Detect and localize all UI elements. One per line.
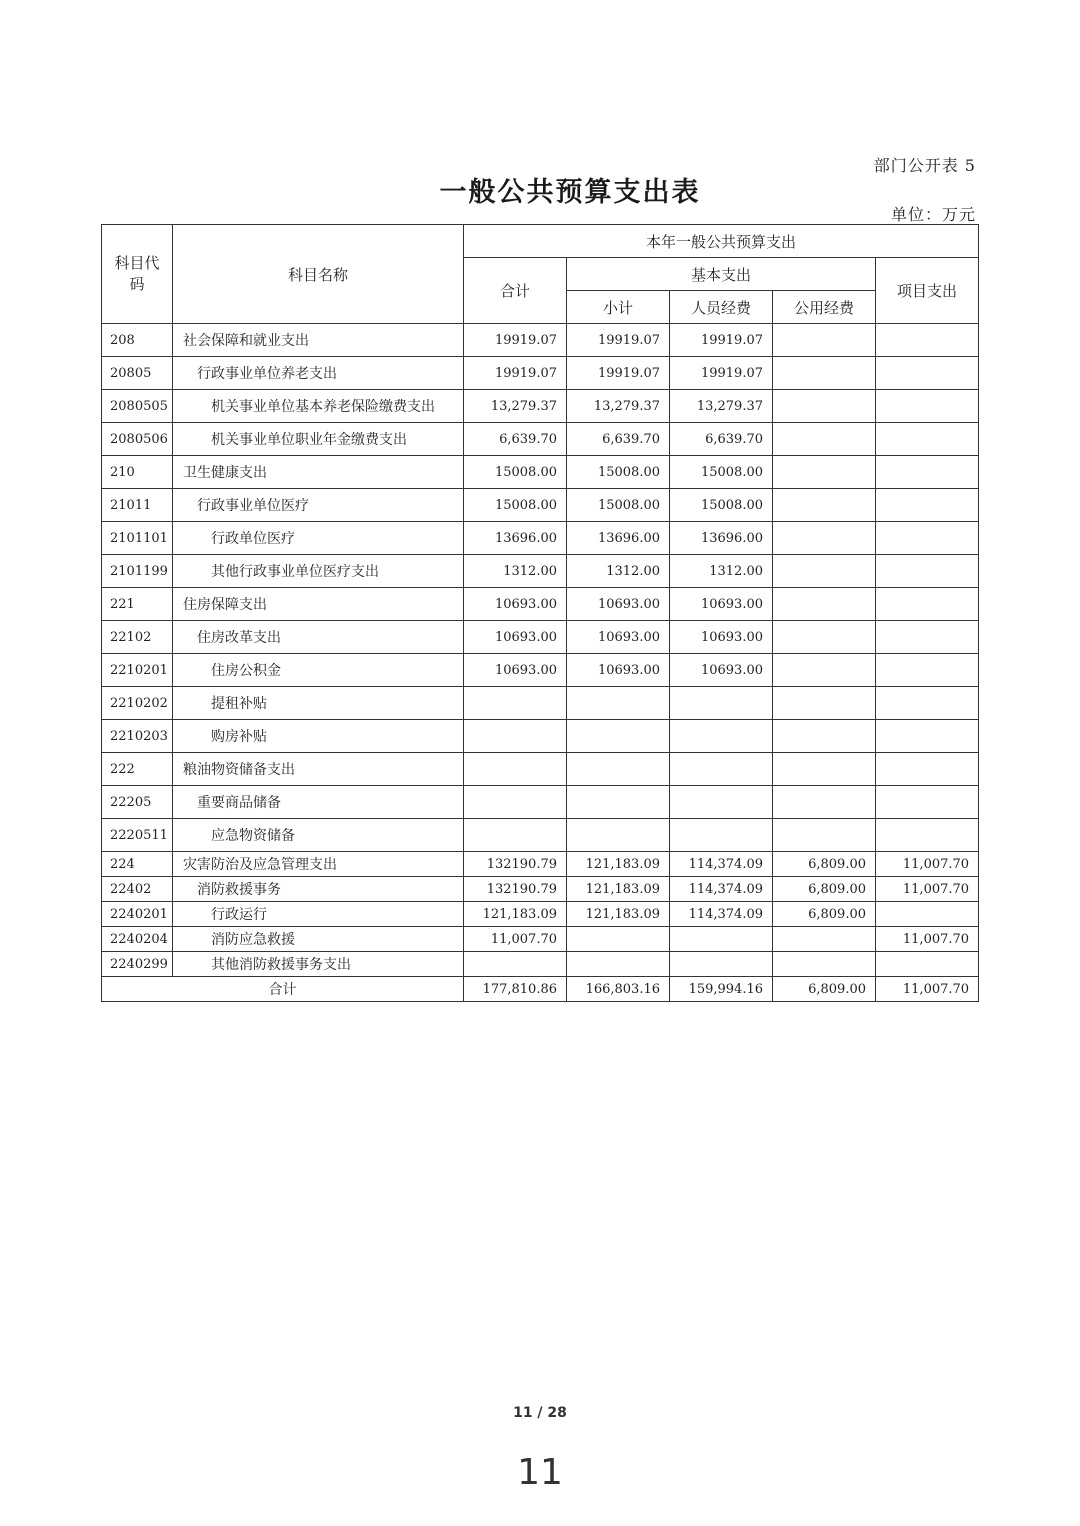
row-total: 1312.00 (464, 555, 567, 588)
row-total: 11,007.70 (464, 927, 567, 952)
row-code: 2101101 (102, 522, 173, 555)
row-project (876, 654, 979, 687)
row-total: 15008.00 (464, 456, 567, 489)
row-subtotal: 10693.00 (567, 621, 670, 654)
row-subtotal (567, 687, 670, 720)
row-project (876, 588, 979, 621)
row-public (773, 456, 876, 489)
table-row (102, 324, 979, 357)
row-public (773, 390, 876, 423)
row-name: 行政运行 (173, 902, 464, 927)
row-name: 消防应急救援 (173, 927, 464, 952)
header-current-year: 本年一般公共预算支出 (464, 225, 979, 258)
row-personnel: 114,374.09 (670, 852, 773, 877)
table-row (102, 621, 979, 654)
table-body (102, 324, 979, 977)
row-project (876, 390, 979, 423)
row-code: 2210203 (102, 720, 173, 753)
total-row (102, 977, 979, 1002)
row-name: 消防救援事务 (173, 877, 464, 902)
row-project (876, 902, 979, 927)
row-code: 208 (102, 324, 173, 357)
table-header (102, 225, 979, 324)
row-name: 行政事业单位医疗 (173, 489, 464, 522)
row-personnel (670, 753, 773, 786)
row-subtotal: 15008.00 (567, 456, 670, 489)
row-code: 2240204 (102, 927, 173, 952)
total-personnel: 159,994.16 (670, 977, 773, 1002)
row-public (773, 819, 876, 852)
row-personnel: 6,639.70 (670, 423, 773, 456)
row-name: 重要商品储备 (173, 786, 464, 819)
row-subtotal: 15008.00 (567, 489, 670, 522)
row-subtotal: 121,183.09 (567, 852, 670, 877)
row-project (876, 456, 979, 489)
row-personnel: 114,374.09 (670, 877, 773, 902)
row-public (773, 489, 876, 522)
row-personnel (670, 786, 773, 819)
row-name: 提租补贴 (173, 687, 464, 720)
row-personnel: 19919.07 (670, 324, 773, 357)
row-public (773, 687, 876, 720)
row-personnel: 13696.00 (670, 522, 773, 555)
row-subtotal (567, 819, 670, 852)
row-total: 132190.79 (464, 877, 567, 902)
row-total (464, 819, 567, 852)
row-name: 行政单位医疗 (173, 522, 464, 555)
row-project (876, 786, 979, 819)
page-title: 一般公共预算支出表 (439, 177, 701, 208)
row-public (773, 588, 876, 621)
row-total: 6,639.70 (464, 423, 567, 456)
row-project (876, 423, 979, 456)
row-code: 2101199 (102, 555, 173, 588)
row-total: 19919.07 (464, 357, 567, 390)
table-row (102, 952, 979, 977)
row-subtotal: 10693.00 (567, 588, 670, 621)
row-code: 20805 (102, 357, 173, 390)
row-code: 2240299 (102, 952, 173, 977)
header-name: 科目名称 (173, 225, 464, 324)
row-project: 11,007.70 (876, 927, 979, 952)
row-name: 住房公积金 (173, 654, 464, 687)
budget-table (101, 224, 979, 1002)
row-total: 10693.00 (464, 621, 567, 654)
header-project: 项目支出 (876, 258, 979, 324)
row-code: 224 (102, 852, 173, 877)
table-row (102, 819, 979, 852)
row-total: 132190.79 (464, 852, 567, 877)
table-row (102, 877, 979, 902)
table-row (102, 720, 979, 753)
document-label: 部门公开表 5 (873, 156, 976, 175)
row-project (876, 819, 979, 852)
row-name: 其他行政事业单位医疗支出 (173, 555, 464, 588)
row-project (876, 621, 979, 654)
row-project (876, 555, 979, 588)
row-project (876, 952, 979, 977)
row-code: 22205 (102, 786, 173, 819)
row-subtotal (567, 720, 670, 753)
header-public: 公用经费 (773, 291, 876, 324)
total-public: 6,809.00 (773, 977, 876, 1002)
row-code: 2210202 (102, 687, 173, 720)
table-row (102, 902, 979, 927)
row-project (876, 522, 979, 555)
row-code: 221 (102, 588, 173, 621)
row-code: 21011 (102, 489, 173, 522)
table-row (102, 423, 979, 456)
row-code: 2240201 (102, 902, 173, 927)
row-personnel (670, 720, 773, 753)
table-row (102, 654, 979, 687)
table-row (102, 927, 979, 952)
row-personnel: 10693.00 (670, 654, 773, 687)
row-code: 2210201 (102, 654, 173, 687)
table-row (102, 786, 979, 819)
row-name: 行政事业单位养老支出 (173, 357, 464, 390)
row-total: 13,279.37 (464, 390, 567, 423)
row-name: 购房补贴 (173, 720, 464, 753)
row-personnel: 15008.00 (670, 456, 773, 489)
row-total (464, 952, 567, 977)
row-subtotal: 13696.00 (567, 522, 670, 555)
row-personnel: 15008.00 (670, 489, 773, 522)
row-public (773, 786, 876, 819)
row-total (464, 786, 567, 819)
header-personnel: 人员经费 (670, 291, 773, 324)
row-subtotal: 6,639.70 (567, 423, 670, 456)
row-subtotal (567, 786, 670, 819)
row-project (876, 357, 979, 390)
row-subtotal (567, 753, 670, 786)
table-row (102, 522, 979, 555)
row-public: 6,809.00 (773, 877, 876, 902)
row-code: 2220511 (102, 819, 173, 852)
row-personnel (670, 952, 773, 977)
row-project (876, 753, 979, 786)
row-public (773, 522, 876, 555)
table-row (102, 852, 979, 877)
row-personnel (670, 687, 773, 720)
table-row (102, 489, 979, 522)
row-name: 粮油物资储备支出 (173, 753, 464, 786)
header-total: 合计 (464, 258, 567, 324)
row-public (773, 555, 876, 588)
header-code: 科目代码 (102, 225, 173, 324)
row-name: 社会保障和就业支出 (173, 324, 464, 357)
row-personnel (670, 819, 773, 852)
row-project (876, 324, 979, 357)
total-total: 177,810.86 (464, 977, 567, 1002)
row-total: 10693.00 (464, 588, 567, 621)
table-row (102, 588, 979, 621)
row-public: 6,809.00 (773, 852, 876, 877)
page-number: 11 (517, 1452, 563, 1493)
row-personnel: 10693.00 (670, 588, 773, 621)
row-project: 11,007.70 (876, 852, 979, 877)
row-total: 10693.00 (464, 654, 567, 687)
row-code: 22402 (102, 877, 173, 902)
table-row (102, 390, 979, 423)
row-public (773, 952, 876, 977)
table-row (102, 456, 979, 489)
row-subtotal: 10693.00 (567, 654, 670, 687)
row-name: 卫生健康支出 (173, 456, 464, 489)
row-name: 住房保障支出 (173, 588, 464, 621)
row-project (876, 687, 979, 720)
row-name: 应急物资储备 (173, 819, 464, 852)
row-public (773, 324, 876, 357)
row-subtotal (567, 952, 670, 977)
row-subtotal: 19919.07 (567, 357, 670, 390)
row-public (773, 654, 876, 687)
row-project (876, 720, 979, 753)
row-subtotal: 19919.07 (567, 324, 670, 357)
row-total: 13696.00 (464, 522, 567, 555)
header-basic: 基本支出 (567, 258, 876, 291)
row-name: 机关事业单位基本养老保险缴费支出 (173, 390, 464, 423)
row-personnel (670, 927, 773, 952)
row-total: 19919.07 (464, 324, 567, 357)
header-subtotal: 小计 (567, 291, 670, 324)
row-subtotal: 13,279.37 (567, 390, 670, 423)
row-personnel: 114,374.09 (670, 902, 773, 927)
row-total (464, 687, 567, 720)
row-public (773, 423, 876, 456)
row-personnel: 1312.00 (670, 555, 773, 588)
row-public (773, 621, 876, 654)
row-total (464, 720, 567, 753)
row-project: 11,007.70 (876, 877, 979, 902)
row-subtotal: 121,183.09 (567, 902, 670, 927)
row-code: 210 (102, 456, 173, 489)
row-total: 121,183.09 (464, 902, 567, 927)
row-total: 15008.00 (464, 489, 567, 522)
row-name: 其他消防救援事务支出 (173, 952, 464, 977)
pagination-indicator: 11 / 28 (513, 1405, 567, 1421)
row-public (773, 753, 876, 786)
row-personnel: 13,279.37 (670, 390, 773, 423)
table-row (102, 357, 979, 390)
row-name: 灾害防治及应急管理支出 (173, 852, 464, 877)
row-public (773, 720, 876, 753)
row-project (876, 489, 979, 522)
row-total (464, 753, 567, 786)
row-subtotal: 1312.00 (567, 555, 670, 588)
row-public: 6,809.00 (773, 902, 876, 927)
total-subtotal: 166,803.16 (567, 977, 670, 1002)
row-code: 222 (102, 753, 173, 786)
row-subtotal (567, 927, 670, 952)
row-code: 2080506 (102, 423, 173, 456)
table-row (102, 753, 979, 786)
unit-label: 单位：万元 (890, 205, 976, 224)
row-public (773, 357, 876, 390)
row-name: 住房改革支出 (173, 621, 464, 654)
row-name: 机关事业单位职业年金缴费支出 (173, 423, 464, 456)
row-code: 22102 (102, 621, 173, 654)
row-personnel: 19919.07 (670, 357, 773, 390)
row-public (773, 927, 876, 952)
total-label: 合计 (102, 977, 464, 1002)
row-personnel: 10693.00 (670, 621, 773, 654)
row-code: 2080505 (102, 390, 173, 423)
row-subtotal: 121,183.09 (567, 877, 670, 902)
total-project: 11,007.70 (876, 977, 979, 1002)
table-row (102, 687, 979, 720)
table-row (102, 555, 979, 588)
